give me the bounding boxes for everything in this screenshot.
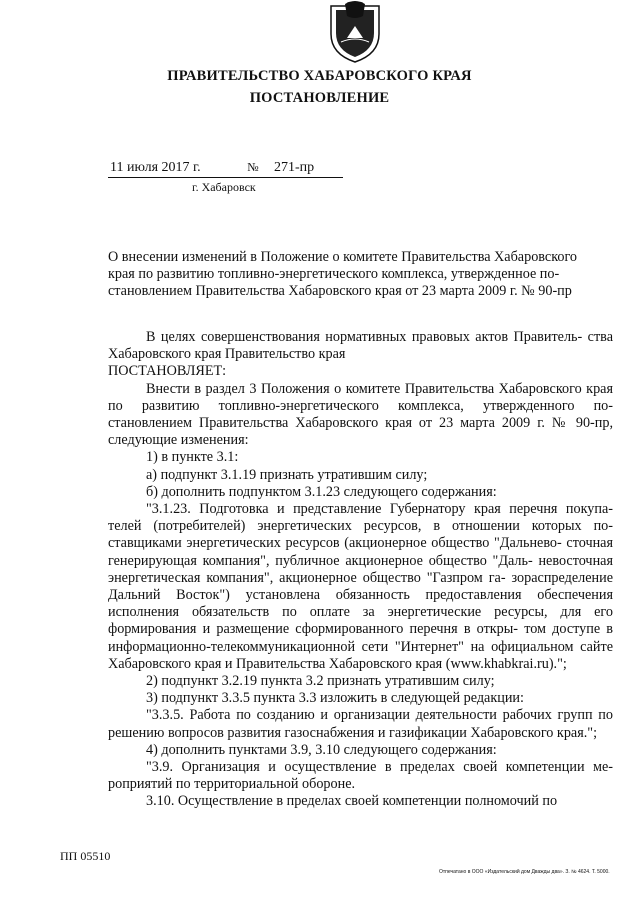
- document-body: [108, 329, 613, 811]
- body-paragraph: б) дополнить подпунктом 3.1.23 следующего содержания:: [146, 483, 497, 500]
- body-paragraph: а) подпункт 3.1.19 признать утратившим силу;: [146, 466, 428, 483]
- date-underline: [108, 177, 343, 178]
- government-name: ПРАВИТЕЛЬСТВО ХАБАРОВСКОГО КРАЯ: [167, 68, 472, 84]
- document-number: 271-пр: [274, 160, 315, 175]
- document-code: ПП 05510: [60, 849, 111, 863]
- document-date: 11 июля 2017 г.: [110, 160, 201, 175]
- body-paragraph: 3) подпункт 3.3.5 пункта 3.3 изложить в следующей редакции:: [146, 690, 524, 707]
- preamble: В целях совершенствования нормативных правовых актов Правитель- ства Хабаровского края Правительство края: [108, 329, 613, 363]
- decree-word: ПОСТАНОВЛЯЕТ:: [108, 363, 227, 380]
- number-sign: №: [247, 160, 259, 174]
- body-paragraph: 3.10. Осуществление в пределах своей компетенции полномочий по: [146, 793, 558, 810]
- title-line: края по развитию топливно-энергетического комплекса, утвержденное по-: [108, 266, 560, 283]
- document-title: [108, 249, 613, 301]
- body-paragraph: Внести в раздел 3 Положения о комитете Правительства Хабаровского края по развитию топливно-энергетического комплекса, утвержденного по- становлением Правительства Хабаровского края от 23 марта 2009 г. № 90-пр, следующие изменения:: [108, 380, 613, 449]
- printer-note: Отпечатано в ООО «Издательский дом Дважды два». З. № 4624. Т. 5000.: [439, 869, 610, 875]
- coat-of-arms-emblem: [327, 0, 383, 64]
- document-type: ПОСТАНОВЛЕНИЕ: [249, 90, 390, 106]
- body-paragraph: 1) в пункте 3.1:: [146, 449, 239, 466]
- body-paragraph: 2) подпункт 3.2.19 пункта 3.2 признать утратившим силу;: [146, 673, 495, 690]
- body-paragraph: 4) дополнить пунктами 3.9, 3.10 следующего содержания:: [146, 741, 497, 758]
- document-city: г. Хабаровск: [192, 180, 256, 194]
- body-paragraph: "3.9. Организация и осуществление в пределах своей компетенции ме- роприятий по территориальной обороне.: [108, 759, 613, 793]
- body-paragraph: "3.3.5. Работа по созданию и организации деятельности рабочих групп по решению вопросов развития газоснабжения и газификации Хабаровского края.";: [108, 707, 613, 741]
- title-line: О внесении изменений в Положение о комитете Правительства Хабаровского: [108, 249, 578, 265]
- body-paragraph: "3.1.23. Подготовка и представление Губернатору края перечня покупа- телей (потребителей) энергетических ресурсов, в отношении которых по- ставщиками энергетических ресурсов (акционерное общество "Дальнево- сточная генерирующая компания", публичное акционерное общество "Даль- невосточная энергетическая компания", акционерное общество "Газпром га- зораспределение Дальний Восток") установлена обязанность предоставления обеспечения исполнения обязательств по оплате за энергетические ресурсы, для его формирования и размещение сформированного перечня в откры- том доступе в информационно-телекоммуникационной сети "Интернет" на официальном сайте Хабаровского края и Правительства Хабаровского края (www.khabkrai.ru).";: [108, 501, 613, 672]
- date-number-line: [110, 160, 334, 176]
- title-line: становлением Правительства Хабаровского края от 23 марта 2009 г. № 90-пр: [108, 283, 572, 300]
